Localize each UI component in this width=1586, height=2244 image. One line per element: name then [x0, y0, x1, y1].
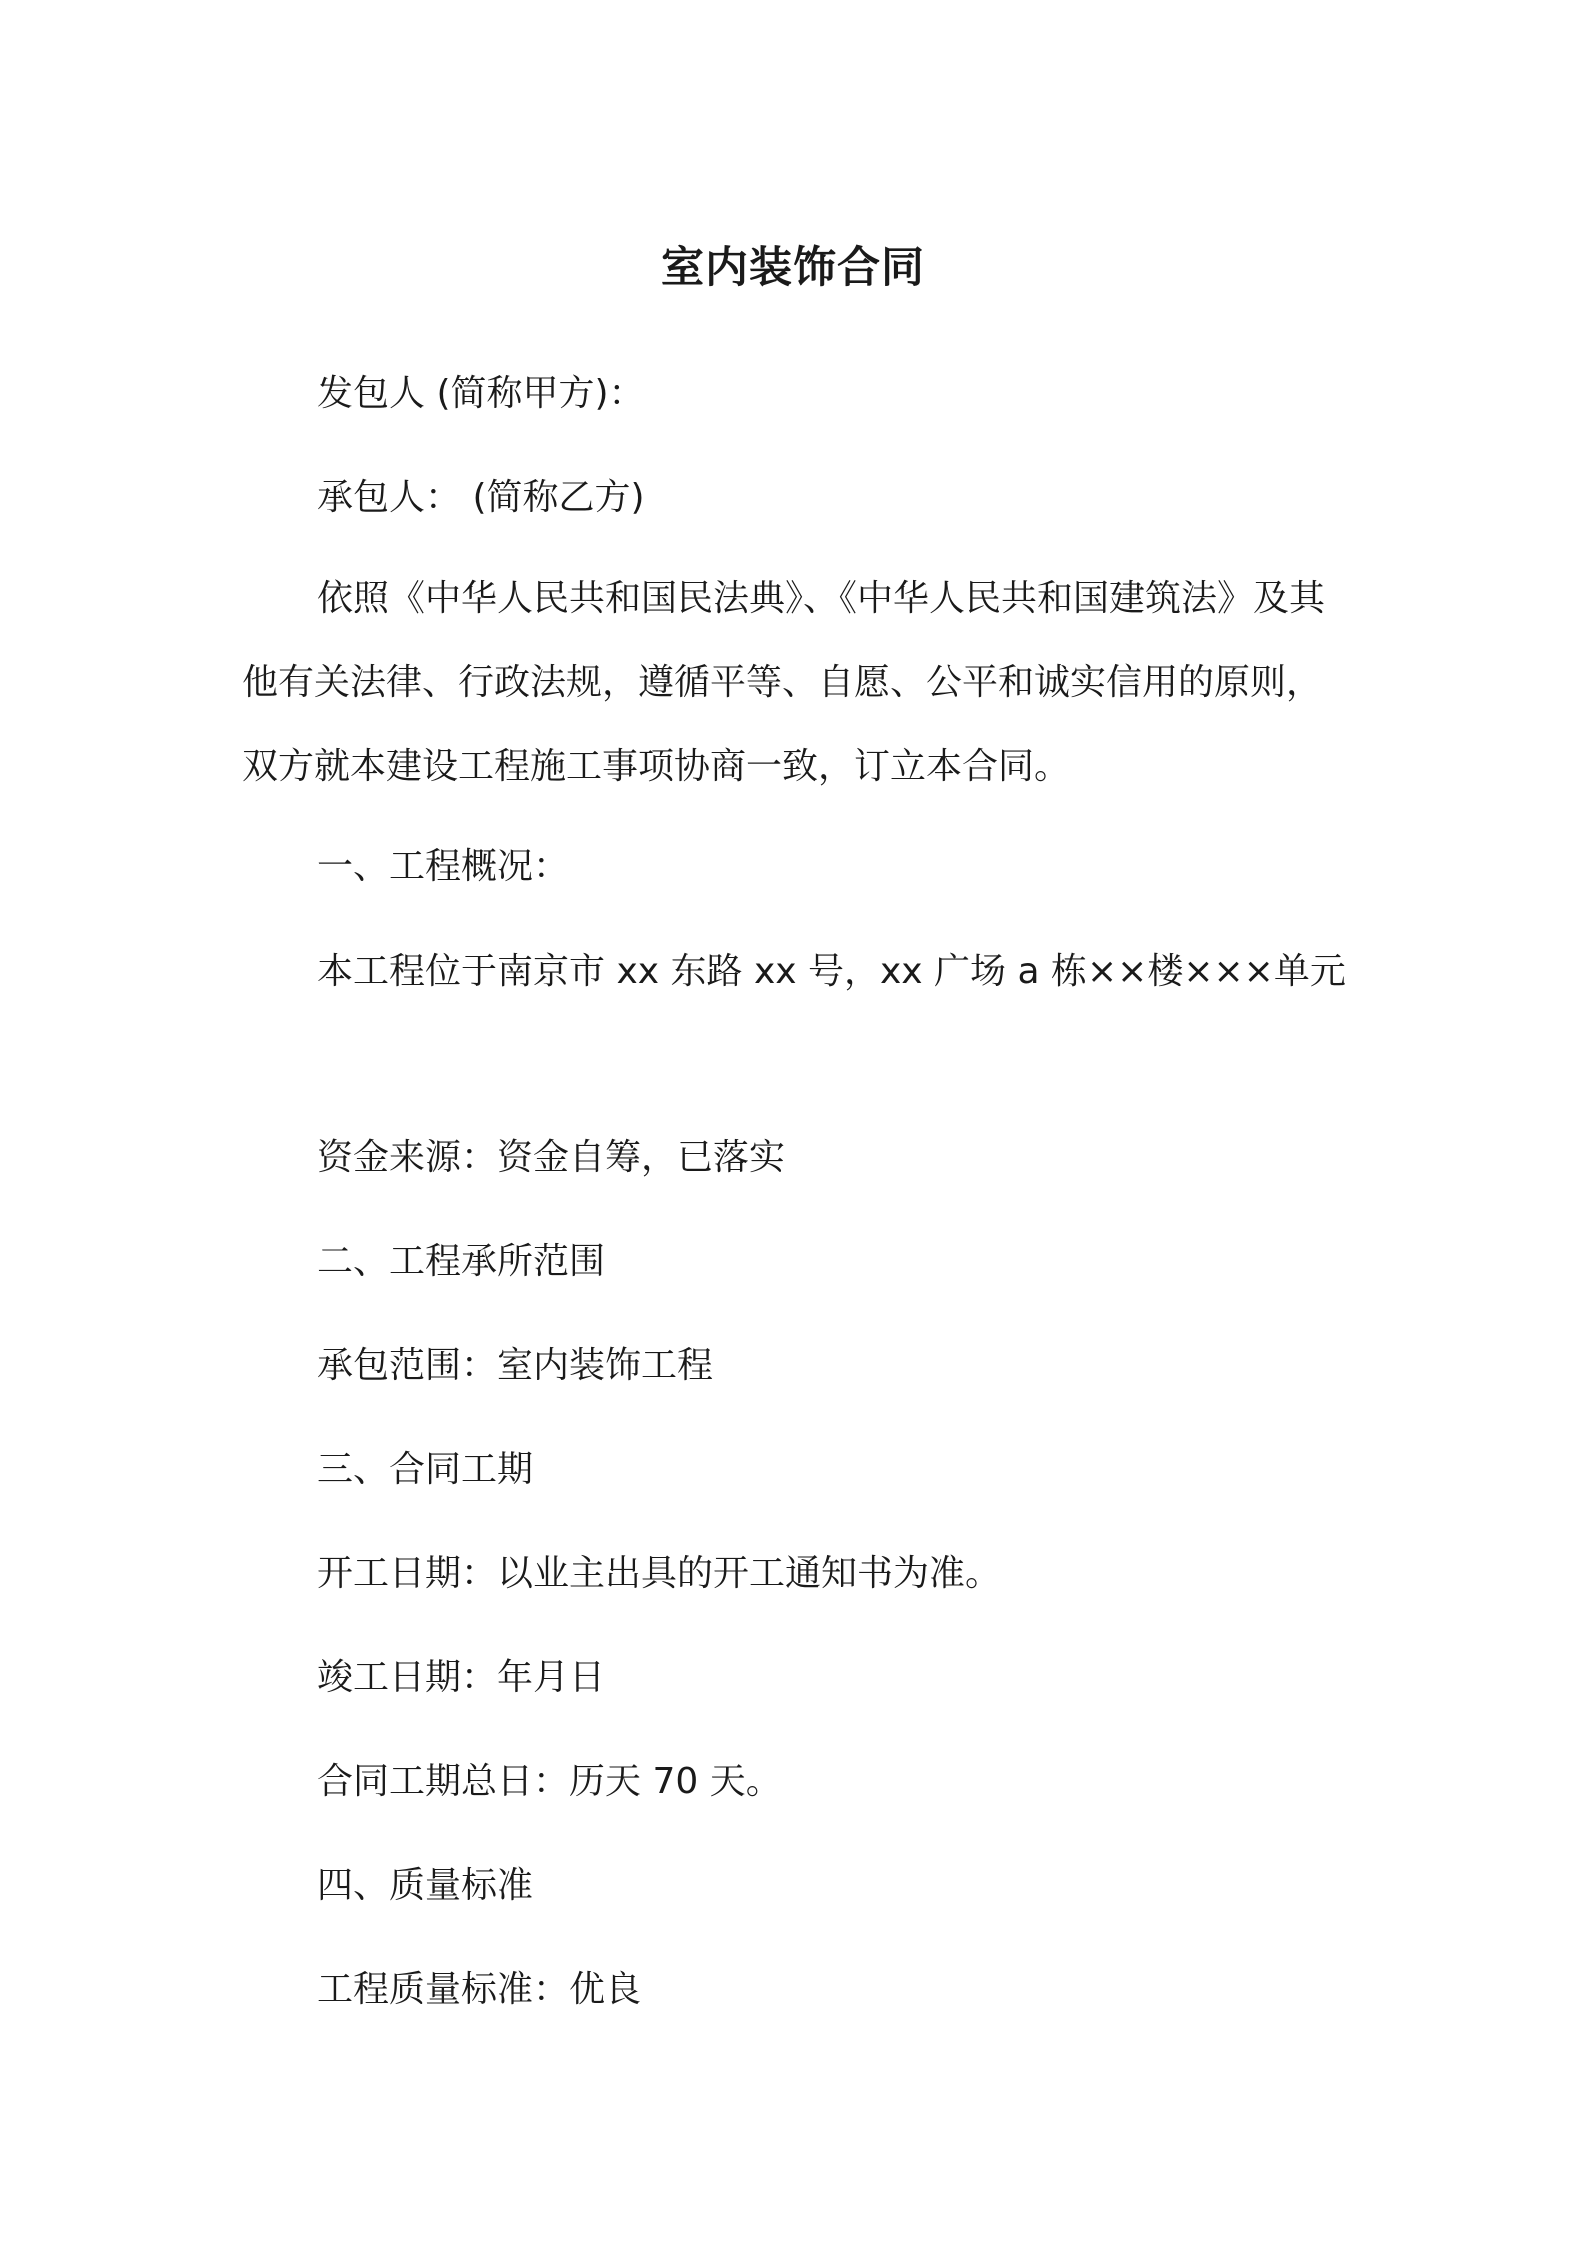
start-date-line: 开工日期：以业主出具的开工通知书为准。 — [317, 1553, 1002, 1594]
section-3-heading: 三、合同工期 — [317, 1449, 534, 1490]
preamble-paragraph: 依照《中华人民共和国民法典》、《中华人民共和国建筑法》及其他有关法律、行政法规，遵循平等、自愿、公平和诚实信用的原则，双方就本建设工程施工事项协商一致，订立本合同。 — [242, 578, 1326, 787]
party-b-line: 承包人： (简称乙方) — [317, 477, 645, 518]
quality-standard-line: 工程质量标准：优良 — [317, 1969, 642, 2010]
contract-scope-line: 承包范围：室内装饰工程 — [317, 1345, 714, 1386]
section-2-heading: 二、工程承所范围 — [317, 1241, 606, 1282]
project-location-paragraph: 本工程位于南京市 xx 东路 xx 号，xx 广场 a 栋××楼×××单元 — [317, 951, 1346, 992]
funding-source-line: 资金来源：资金自筹，已落实 — [317, 1137, 786, 1178]
section-4-heading: 四、质量标准 — [317, 1865, 534, 1906]
document-title: 室内装饰合同 — [661, 243, 925, 293]
section-1-heading: 一、工程概况： — [317, 846, 570, 887]
completion-date-line: 竣工日期：年月日 — [317, 1657, 606, 1698]
total-duration-line: 合同工期总日：历天 70 天。 — [317, 1761, 782, 1802]
party-a-line: 发包人 (简称甲方)： — [317, 373, 645, 414]
